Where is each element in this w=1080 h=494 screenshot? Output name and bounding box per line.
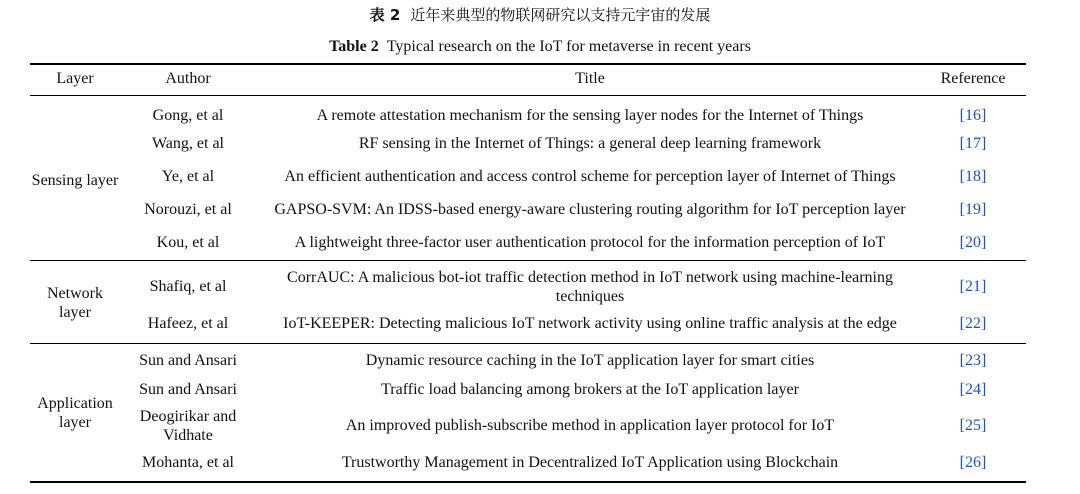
title-cell: Trustworthy Management in Decentralized IoT Application using Blockchain [341, 454, 839, 471]
author-cell [118, 407, 258, 445]
reference-link[interactable]: [18] [959, 168, 987, 185]
reference-link[interactable]: [22] [959, 315, 987, 332]
header-author: Author [165, 70, 211, 87]
header-reference: Reference [940, 70, 1006, 87]
layer-label-application [20, 394, 130, 432]
author-cell: Sun and Ansari [139, 381, 237, 398]
author-cell: Sun and Ansari [139, 352, 237, 369]
title-cell: GAPSO-SVM: An IDSS-based energy-aware clustering routing algorithm for IoT perception layer [274, 201, 906, 218]
layer-label-network [20, 284, 130, 322]
table-title-chinese: 近年来典型的物联网研究以支持元宇宙的发展 [410, 6, 711, 24]
table-title-english: Typical research on the IoT for metaverse in recent years [386, 38, 751, 55]
title-cell: IoT-KEEPER: Detecting malicious IoT network activity using online traffic analysis at the edge [283, 315, 897, 332]
layer-label-network-line2: layer [59, 304, 91, 321]
reference-link[interactable]: [24] [959, 381, 987, 398]
title-cell [260, 268, 920, 306]
author-cell: Gong, et al [152, 107, 224, 124]
title-cell: An efficient authentication and access control scheme for perception layer of Internet of Things [284, 168, 896, 185]
layer-label-application-line1: Application [37, 395, 113, 412]
reference-link[interactable]: [19] [959, 201, 987, 218]
author-cell: Mohanta, et al [142, 454, 234, 471]
title-cell-line2: techniques [555, 288, 625, 305]
header-layer: Layer [56, 70, 94, 87]
reference-link[interactable]: [16] [959, 107, 987, 124]
author-cell-line1: Deogirikar and [139, 408, 237, 425]
reference-link[interactable]: [21] [959, 278, 987, 295]
author-cell: Wang, et al [151, 135, 224, 152]
group-divider-sensing [30, 260, 1026, 261]
author-cell: Kou, et al [156, 234, 220, 251]
author-cell: Ye, et al [161, 168, 215, 185]
title-cell: A lightweight three-factor user authentication protocol for the information perception of IoT [294, 234, 886, 251]
table-caption-english [0, 38, 1080, 56]
title-cell: An improved publish-subscribe method in application layer protocol for IoT [345, 417, 835, 434]
title-cell: Dynamic resource caching in the IoT application layer for smart cities [365, 352, 815, 369]
bottom-rule [30, 481, 1026, 483]
reference-link[interactable]: [23] [959, 352, 987, 369]
title-cell: Traffic load balancing among brokers at the IoT application layer [381, 381, 799, 398]
table-caption-chinese [0, 4, 1080, 25]
reference-link[interactable]: [17] [959, 135, 987, 152]
header-title: Title [575, 70, 605, 87]
title-cell: RF sensing in the Internet of Things: a general deep learning framework [358, 135, 822, 152]
group-divider-network [30, 343, 1026, 344]
author-cell: Hafeez, et al [147, 315, 229, 332]
header-rule [30, 95, 1026, 96]
author-cell: Norouzi, et al [144, 201, 232, 218]
reference-link[interactable]: [20] [959, 234, 987, 251]
layer-label-network-line1: Network [47, 285, 103, 302]
author-cell: Shafiq, et al [149, 278, 227, 295]
top-rule [30, 63, 1026, 65]
layer-label-sensing: Sensing layer [31, 172, 119, 189]
reference-link[interactable]: [26] [959, 454, 987, 471]
title-cell: A remote attestation mechanism for the sensing layer nodes for the Internet of Things [316, 107, 864, 124]
table-label-chinese: 表 2 [369, 6, 401, 24]
layer-label-application-line2: layer [59, 414, 91, 431]
table-label-english: Table 2 [329, 38, 379, 55]
title-cell-line1: CorrAUC: A malicious bot-iot traffic detection method in IoT network using machine-learning [287, 269, 893, 286]
reference-link[interactable]: [25] [959, 417, 987, 434]
author-cell-line2: Vidhate [163, 427, 213, 444]
